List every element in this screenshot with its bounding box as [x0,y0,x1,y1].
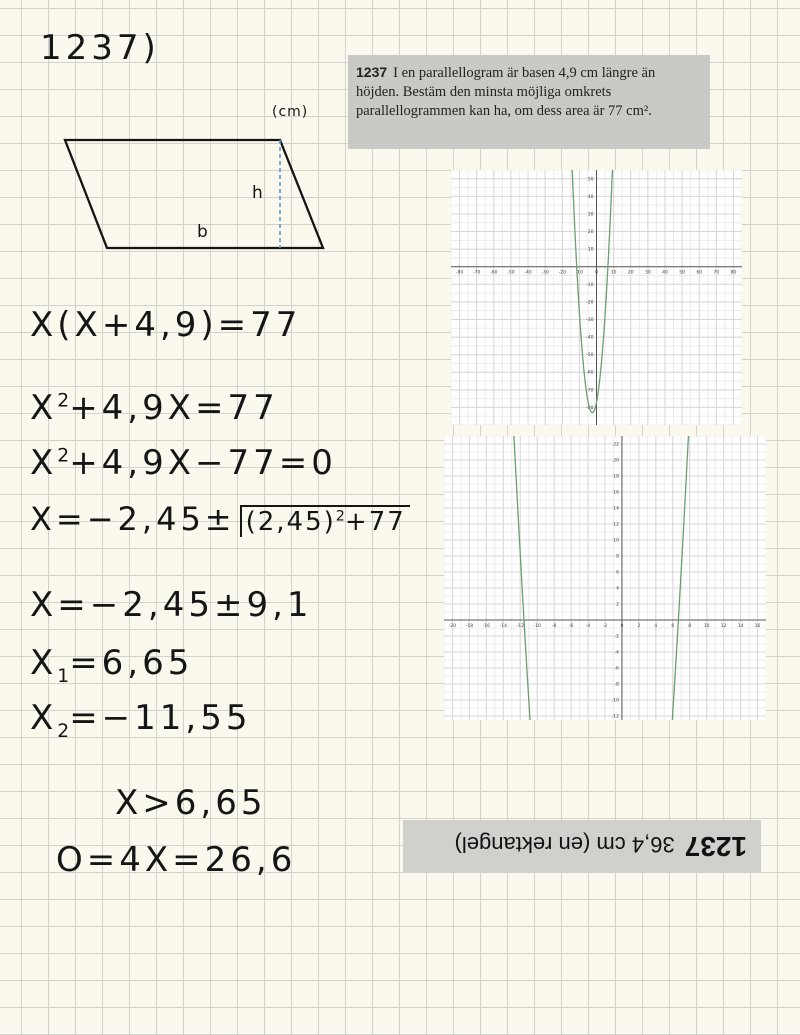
problem-number: 1237 [356,64,388,80]
expression: =6,65 [69,643,194,683]
y-tick-label: -6 [614,666,619,672]
x-tick-label: -20 [448,624,457,629]
y-tick-label: 6 [616,570,619,576]
x-tick-label: 20 [627,270,634,276]
x-tick-label: -40 [524,270,532,276]
x-tick-label: -60 [490,270,498,276]
x-tick-label: -20 [558,270,566,276]
exponent: 2 [57,445,70,467]
variable: X [30,443,58,483]
equation-line-7 [30,698,252,742]
x-tick-label: -30 [541,270,549,276]
y-tick-label: 10 [587,247,594,253]
y-tick-label: 14 [613,506,619,512]
y-tick-label: -80 [586,405,594,411]
graph-zoomed-svg [444,436,766,720]
x-tick-label: 0 [620,624,624,629]
expression: +4,9X−77=0 [69,443,337,483]
x-tick-label: -70 [472,270,481,276]
y-tick-label: -70 [586,388,594,394]
x-tick-label: -80 [455,270,464,276]
x-tick-label: 80 [730,270,737,276]
base-label: b [197,222,212,242]
y-tick-label: 40 [587,194,594,200]
x-tick-label: 50 [679,270,685,276]
x-tick-label: 10 [610,270,617,276]
equation-line-3 [30,443,337,483]
problem-text: I en parallellogram är basen 4,9 cm längre än höjden. Bestäm den minsta möjliga omkrets parallellogrammen kan ha, om dess area är 77 cm². [356,65,656,119]
expression: +4,9X=77 [69,388,279,428]
y-tick-label: 2 [616,602,619,608]
root-term: (2,45) [245,507,336,537]
x-tick-label: -18 [465,624,474,629]
variable: X [30,388,58,428]
y-tick-label: 18 [613,474,619,480]
graph-wide-svg [451,170,742,425]
x-tick-label: -10 [533,624,541,629]
problem-statement-box [348,55,710,149]
x-tick-label: 60 [696,270,703,276]
equation-line-8: X>6,65 [115,783,267,823]
variable: X [30,643,58,683]
equation-line-2 [30,388,279,428]
y-tick-label: -40 [586,335,594,341]
y-tick-label: -2 [614,634,619,640]
y-tick-label: 22 [613,442,619,448]
x-tick-label: -8 [551,624,557,629]
equation-line-4 [30,500,410,538]
equation-line-1: X(X+4,9)=77 [30,305,302,345]
x-tick-label: 30 [644,270,651,276]
problem-reference: 1237) [40,28,160,68]
x-tick-label: 70 [713,270,720,276]
x-tick-label: -4 [585,624,591,629]
y-tick-label: -8 [614,682,619,688]
square-root [240,505,410,537]
answer-text: 36,4 cm (en rektangel) [454,832,675,857]
x-tick-label: 0 [595,270,598,276]
y-tick-label: 12 [613,522,619,528]
exponent: 2 [335,508,345,525]
subscript: 2 [57,720,70,742]
x-tick-label: -2 [602,624,608,629]
root-term: +77 [344,507,406,537]
answer [455,830,747,862]
y-tick-label: 30 [587,212,594,218]
y-tick-label: -12 [611,714,619,720]
x-tick-label: 16 [754,624,761,629]
y-tick-label: -4 [614,650,619,656]
subscript: 1 [57,665,70,687]
y-tick-label: 20 [587,230,594,236]
x-tick-label: 10 [703,624,710,629]
problem-statement [356,63,701,121]
height-label: h [252,183,267,203]
answer-number: 1237 [684,831,747,862]
y-tick-label: -30 [586,317,594,323]
y-tick-label: 8 [616,554,619,560]
x-tick-label: 40 [662,270,668,276]
y-tick-label: 50 [587,177,594,183]
x-tick-label: -14 [499,624,507,629]
y-tick-label: 16 [613,490,619,496]
y-tick-label: -10 [586,282,594,288]
equation-line-5: X=−2,45±9,1 [30,585,313,625]
x-tick-label: -12 [516,624,524,629]
unit-note: (cm) [272,104,309,120]
x-tick-label: 12 [720,624,727,629]
y-tick-label: 4 [616,586,619,592]
y-tick-label: 10 [613,538,619,544]
variable: X [30,698,58,738]
answer-box [403,820,761,873]
x-tick-label: 8 [688,624,692,629]
x-tick-label: 4 [654,624,658,629]
graph-zoomed-view [444,436,766,720]
x-tick-label: -16 [482,624,491,629]
exponent: 2 [57,390,70,412]
x-tick-label: 2 [637,624,641,629]
y-tick-label: -10 [611,698,619,704]
parallelogram-figure [55,130,335,255]
y-tick-label: -20 [586,300,594,306]
graph-wide-view [451,170,742,425]
x-tick-label: -50 [507,270,515,276]
y-tick-label: -50 [586,353,594,359]
parallelogram-outline [65,140,323,248]
y-tick-label: -60 [586,370,594,376]
x-tick-label: -6 [568,624,574,629]
equation-line-9: O=4X=26,6 [56,840,297,880]
y-tick-label: 20 [613,458,619,464]
x-tick-label: 14 [737,624,744,629]
expression: =−11,55 [69,698,252,738]
x-tick-label: -10 [575,270,584,276]
x-tick-label: 6 [671,624,675,629]
equation-line-6 [30,643,193,687]
expression: X=−2,45± [30,500,236,538]
